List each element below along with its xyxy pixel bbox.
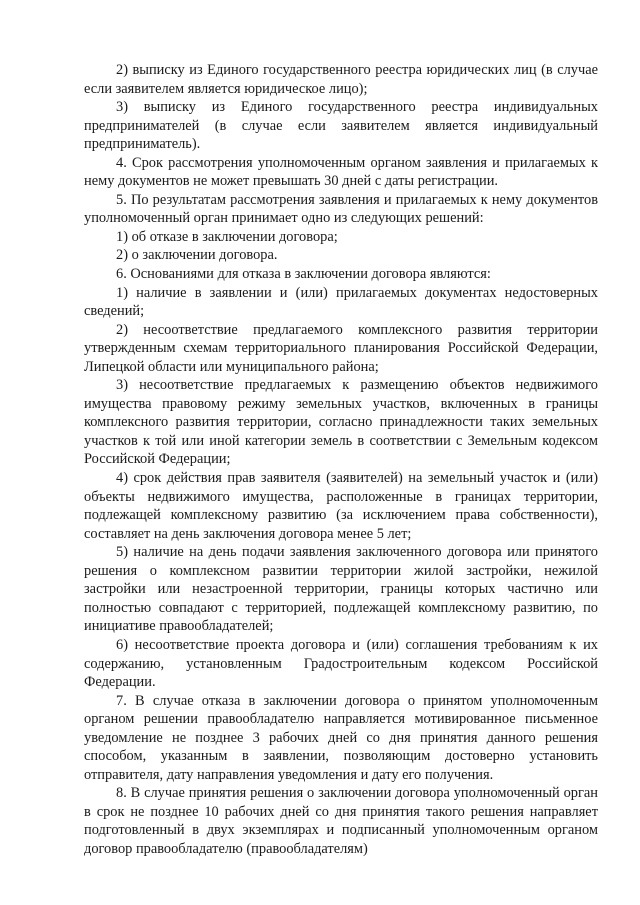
paragraph-4-review-deadline: 4. Срок рассмотрения уполномоченным органом заявления и прилагаемых к нему документов не может превышать 30 дней с даты регистрации.	[84, 154, 598, 190]
paragraph-5-review-results: 5. По результатам рассмотрения заявления и прилагаемых к нему документов уполномоченный орган принимает одно из следующих решений:	[84, 191, 598, 227]
paragraph-5-option-2-conclusion: 2) о заключении договора.	[116, 247, 278, 264]
document-body	[84, 61, 598, 859]
paragraph-6-ground-1: 1) наличие в заявлении и (или) прилагаемых документах недостоверных сведений;	[84, 284, 598, 320]
paragraph-6-ground-6: 6) несоответствие проекта договора и (или) соглашения требованиям к их содержанию, установленным Градостроительным кодексом Российской Федерации.	[84, 636, 598, 691]
paragraph-6-ground-5: 5) наличие на день подачи заявления заключенного договора или принятого решения о комплексном развитии территории жилой застройки, нежилой застройки или незастроенной территории, границы которых частично или полностью совпадают с территорией, подлежащей комплексному развитию, по инициативе правообладателей;	[84, 544, 598, 635]
paragraph-item-2-extract-legal-entities: 2) выписку из Единого государственного реестра юридических лиц (в случае если заявителем является юридическое лицо);	[84, 62, 598, 97]
paragraph-6-ground-3: 3) несоответствие предлагаемых к размещению объектов недвижимого имущества правовому режиму земельных участков, включенных в границы комплексного развития территории, согласно принадлежности таких земельных участков к той или иной категории земель в соответствии с Земельным кодексом Российской Федерации;	[84, 377, 598, 468]
paragraph-6-ground-2: 2) несоответствие предлагаемого комплексного развития территории утвержденным схемам территориального планирования Российской Федерации, Липецкой области или муниципального района;	[84, 321, 598, 375]
paragraph-item-3-extract-individual-entrepreneurs: 3) выписку из Единого государственного реестра индивидуальных предпринимателей (в случае если заявителем является индивидуальный предприниматель).	[84, 99, 598, 153]
paragraph-6-ground-4: 4) срок действия прав заявителя (заявителей) на земельный участок и (или) объекты недвижимого имущества, расположенные в границах территории, подлежащей комплексному развитию (за исключением права собственности), составляет на день заключения договора менее 5 лет;	[84, 470, 598, 542]
paragraph-8-contract-sending: 8. В случае принятия решения о заключении договора уполномоченный орган в срок не позднее 10 рабочих дней со дня принятия такого решения направляет подготовленный в двух экземплярах и подписанный уполномоченным органом договор правообладателю (правообладателям)	[84, 785, 598, 857]
paragraph-6-refusal-grounds: 6. Основаниями для отказа в заключении договора являются:	[116, 266, 491, 283]
paragraph-7-refusal-notice: 7. В случае отказа в заключении договора о принятом уполномоченным органом решении правообладателю направляется мотивированное письменное уведомление не позднее 3 рабочих дней со дня принятия данного решения способом, указанным в заявлении, позволяющим достоверно установить отправителя, дату направления уведомления и дату его получения.	[84, 692, 598, 783]
paragraph-5-option-1-refusal: 1) об отказе в заключении договора;	[116, 228, 338, 245]
